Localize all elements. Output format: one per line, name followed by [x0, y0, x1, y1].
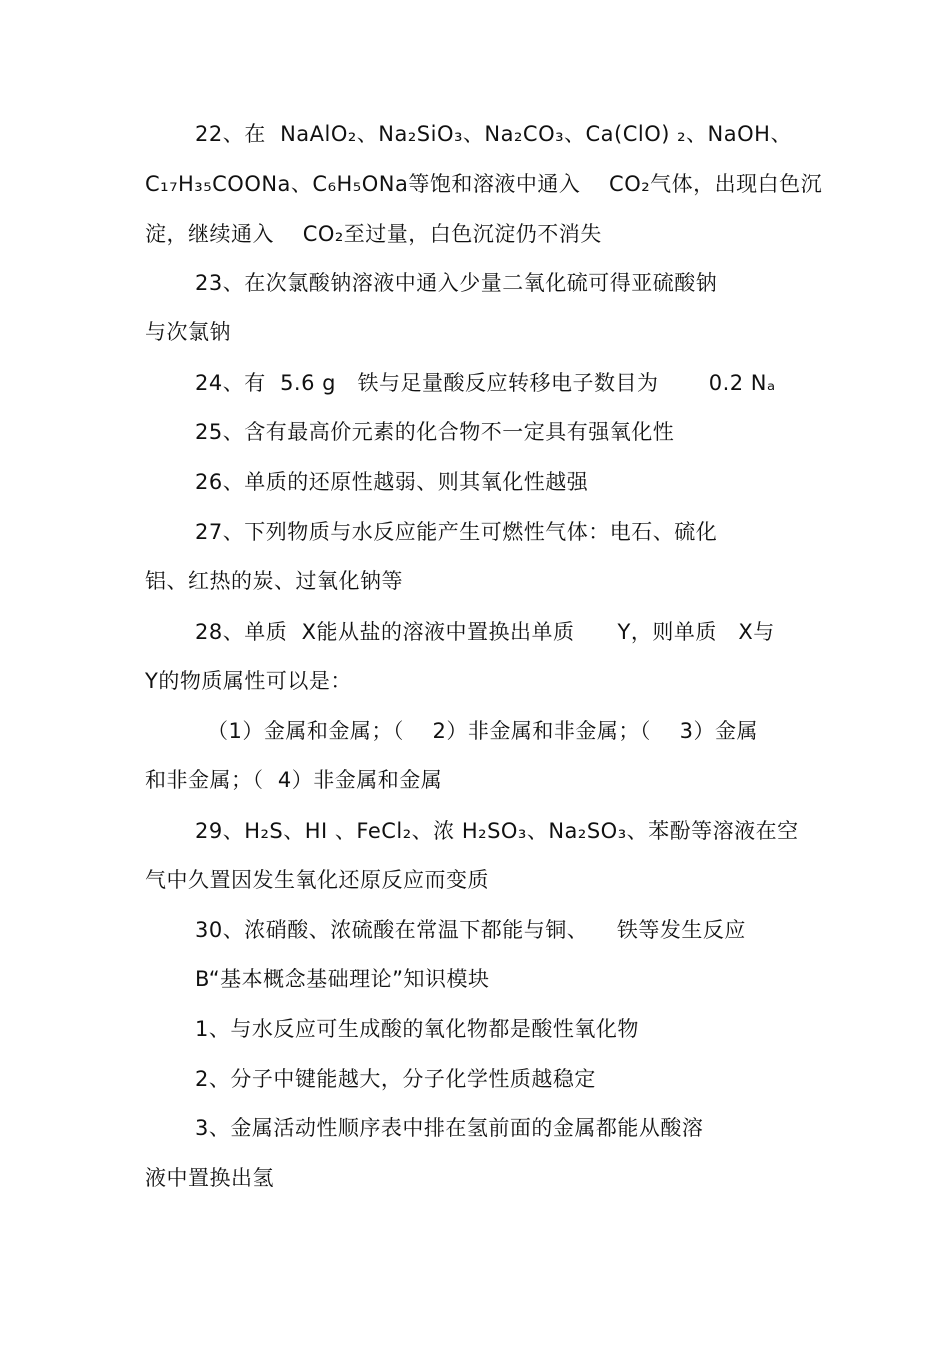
text-line-30: 30、浓硝酸、浓硫酸在常温下都能与铜、 铁等发生反应 [195, 918, 746, 942]
text-line-28d: 和非金属；（ 4）非金属和金属 [145, 768, 443, 792]
text-line-22a: 22、在 NaAlO₂、Na₂SiO₃、Na₂CO₃、Ca(ClO) ₂、NaOH、 [195, 122, 792, 146]
text-line-b1: 1、与水反应可生成酸的氧化物都是酸性氧化物 [195, 1017, 639, 1041]
text-line-22c: 淀，继续通入 CO₂至过量，白色沉淀仍不消失 [145, 222, 602, 246]
text-line-b3b: 液中置换出氢 [145, 1166, 274, 1190]
text-line-23b: 与次氯钠 [145, 320, 231, 344]
text-line-26: 26、单质的还原性越弱、则其氧化性越强 [195, 470, 589, 494]
text-line-b2: 2、分子中键能越大，分子化学性质越稳定 [195, 1067, 596, 1091]
text-line-23a: 23、在次氯酸钠溶液中通入少量二氧化硫可得亚硫酸钠 [195, 271, 718, 295]
text-line-b3a: 3、金属活动性顺序表中排在氢前面的金属都能从酸溶 [195, 1116, 704, 1140]
text-line-28c: （1）金属和金属；（ 2）非金属和非金属；（ 3）金属 [207, 719, 758, 743]
text-line-29a: 29、H₂S、HI 、FeCl₂、浓 H₂SO₃、Na₂SO₃、苯酚等溶液在空 [195, 819, 799, 843]
text-line-25: 25、含有最高价元素的化合物不一定具有强氧化性 [195, 420, 675, 444]
text-line-28a: 28、单质 X能从盐的溶液中置换出单质 Y，则单质 X与 [195, 620, 775, 644]
text-line-29b: 气中久置因发生氧化还原反应而变质 [145, 868, 489, 892]
section-heading: B“基本概念基础理论”知识模块 [195, 967, 490, 991]
text-line-27b: 铝、红热的炭、过氧化钠等 [145, 569, 403, 593]
text-line-24: 24、有 5.6 g 铁与足量酸反应转移电子数目为 0.2 Nₐ [195, 371, 776, 395]
text-line-27a: 27、下列物质与水反应能产生可燃性气体：电石、硫化 [195, 520, 718, 544]
text-line-22b: C₁₇H₃₅COONa、C₆H₅ONa等饱和溶液中通入 CO₂气体，出现白色沉 [145, 172, 823, 196]
text-line-28b: Y的物质属性可以是： [145, 669, 352, 693]
